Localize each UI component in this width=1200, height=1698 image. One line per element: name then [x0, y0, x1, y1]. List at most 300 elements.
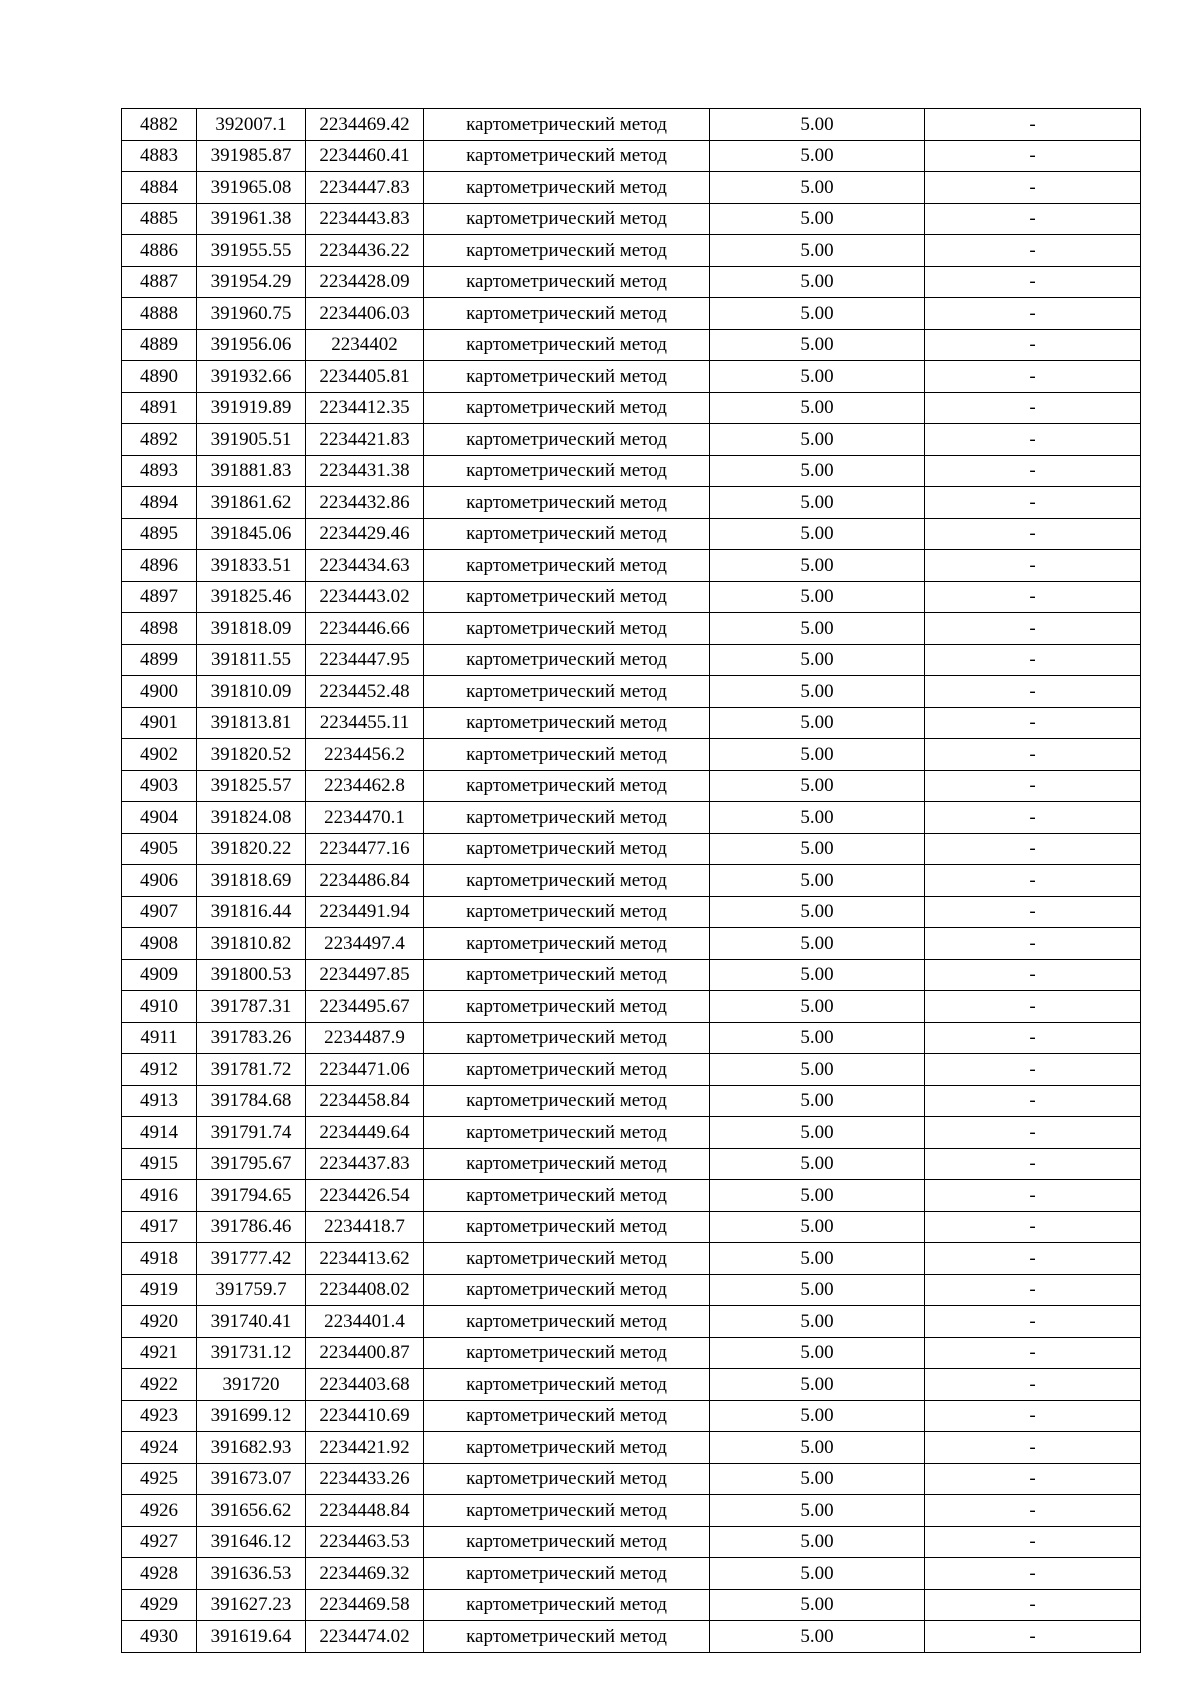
y-coordinate-cell: 2234426.54 [306, 1180, 424, 1212]
y-coordinate-cell: 2234486.84 [306, 865, 424, 897]
method-cell: картометрический метод [424, 1306, 710, 1338]
method-cell: картометрический метод [424, 1621, 710, 1653]
description-cell: - [925, 329, 1141, 361]
accuracy-cell: 5.00 [710, 802, 925, 834]
coordinates-table [121, 108, 1141, 1653]
method-cell: картометрический метод [424, 676, 710, 708]
point-number-cell: 4925 [122, 1463, 197, 1495]
x-coordinate-cell: 391824.08 [197, 802, 306, 834]
x-coordinate-cell: 391759.7 [197, 1274, 306, 1306]
point-number-cell: 4908 [122, 928, 197, 960]
method-cell: картометрический метод [424, 392, 710, 424]
x-coordinate-cell: 391818.09 [197, 613, 306, 645]
accuracy-cell: 5.00 [710, 770, 925, 802]
accuracy-cell: 5.00 [710, 833, 925, 865]
description-cell: - [925, 235, 1141, 267]
accuracy-cell: 5.00 [710, 1148, 925, 1180]
description-cell: - [925, 424, 1141, 456]
x-coordinate-cell: 391818.69 [197, 865, 306, 897]
point-number-cell: 4900 [122, 676, 197, 708]
table-row [122, 581, 1141, 613]
table-row [122, 1148, 1141, 1180]
point-number-cell: 4891 [122, 392, 197, 424]
accuracy-cell: 5.00 [710, 1621, 925, 1653]
description-cell: - [925, 455, 1141, 487]
description-cell: - [925, 1526, 1141, 1558]
description-cell: - [925, 928, 1141, 960]
x-coordinate-cell: 391786.46 [197, 1211, 306, 1243]
table-row [122, 644, 1141, 676]
table-row [122, 455, 1141, 487]
description-cell: - [925, 613, 1141, 645]
table-row [122, 487, 1141, 519]
accuracy-cell: 5.00 [710, 707, 925, 739]
x-coordinate-cell: 391777.42 [197, 1243, 306, 1275]
point-number-cell: 4882 [122, 109, 197, 141]
y-coordinate-cell: 2234402 [306, 329, 424, 361]
y-coordinate-cell: 2234463.53 [306, 1526, 424, 1558]
method-cell: картометрический метод [424, 329, 710, 361]
x-coordinate-cell: 391682.93 [197, 1432, 306, 1464]
method-cell: картометрический метод [424, 424, 710, 456]
y-coordinate-cell: 2234428.09 [306, 266, 424, 298]
x-coordinate-cell: 391965.08 [197, 172, 306, 204]
description-cell: - [925, 1022, 1141, 1054]
table-row [122, 550, 1141, 582]
description-cell: - [925, 203, 1141, 235]
y-coordinate-cell: 2234421.83 [306, 424, 424, 456]
description-cell: - [925, 802, 1141, 834]
table-row [122, 109, 1141, 141]
x-coordinate-cell: 391791.74 [197, 1117, 306, 1149]
accuracy-cell: 5.00 [710, 1243, 925, 1275]
description-cell: - [925, 865, 1141, 897]
description-cell: - [925, 644, 1141, 676]
table-row [122, 1117, 1141, 1149]
method-cell: картометрический метод [424, 644, 710, 676]
x-coordinate-cell: 392007.1 [197, 109, 306, 141]
method-cell: картометрический метод [424, 865, 710, 897]
method-cell: картометрический метод [424, 1369, 710, 1401]
table-row [122, 770, 1141, 802]
table-row [122, 1306, 1141, 1338]
point-number-cell: 4896 [122, 550, 197, 582]
description-cell: - [925, 581, 1141, 613]
method-cell: картометрический метод [424, 1022, 710, 1054]
table-row [122, 1400, 1141, 1432]
method-cell: картометрический метод [424, 581, 710, 613]
table-row [122, 707, 1141, 739]
x-coordinate-cell: 391673.07 [197, 1463, 306, 1495]
accuracy-cell: 5.00 [710, 424, 925, 456]
x-coordinate-cell: 391960.75 [197, 298, 306, 330]
x-coordinate-cell: 391861.62 [197, 487, 306, 519]
y-coordinate-cell: 2234429.46 [306, 518, 424, 550]
point-number-cell: 4920 [122, 1306, 197, 1338]
accuracy-cell: 5.00 [710, 1463, 925, 1495]
accuracy-cell: 5.00 [710, 1054, 925, 1086]
table-row [122, 1211, 1141, 1243]
y-coordinate-cell: 2234456.2 [306, 739, 424, 771]
method-cell: картометрический метод [424, 109, 710, 141]
method-cell: картометрический метод [424, 959, 710, 991]
method-cell: картометрический метод [424, 235, 710, 267]
method-cell: картометрический метод [424, 707, 710, 739]
table-row [122, 1180, 1141, 1212]
description-cell: - [925, 361, 1141, 393]
y-coordinate-cell: 2234412.35 [306, 392, 424, 424]
point-number-cell: 4930 [122, 1621, 197, 1653]
x-coordinate-cell: 391919.89 [197, 392, 306, 424]
point-number-cell: 4921 [122, 1337, 197, 1369]
y-coordinate-cell: 2234469.58 [306, 1589, 424, 1621]
point-number-cell: 4929 [122, 1589, 197, 1621]
y-coordinate-cell: 2234469.32 [306, 1558, 424, 1590]
method-cell: картометрический метод [424, 1526, 710, 1558]
y-coordinate-cell: 2234403.68 [306, 1369, 424, 1401]
x-coordinate-cell: 391955.55 [197, 235, 306, 267]
method-cell: картометрический метод [424, 203, 710, 235]
y-coordinate-cell: 2234446.66 [306, 613, 424, 645]
point-number-cell: 4898 [122, 613, 197, 645]
accuracy-cell: 5.00 [710, 518, 925, 550]
point-number-cell: 4889 [122, 329, 197, 361]
y-coordinate-cell: 2234497.4 [306, 928, 424, 960]
accuracy-cell: 5.00 [710, 487, 925, 519]
y-coordinate-cell: 2234431.38 [306, 455, 424, 487]
point-number-cell: 4926 [122, 1495, 197, 1527]
x-coordinate-cell: 391794.65 [197, 1180, 306, 1212]
table-row [122, 1022, 1141, 1054]
point-number-cell: 4915 [122, 1148, 197, 1180]
point-number-cell: 4887 [122, 266, 197, 298]
x-coordinate-cell: 391833.51 [197, 550, 306, 582]
point-number-cell: 4912 [122, 1054, 197, 1086]
y-coordinate-cell: 2234421.92 [306, 1432, 424, 1464]
x-coordinate-cell: 391784.68 [197, 1085, 306, 1117]
description-cell: - [925, 1621, 1141, 1653]
description-cell: - [925, 707, 1141, 739]
description-cell: - [925, 1558, 1141, 1590]
accuracy-cell: 5.00 [710, 676, 925, 708]
table-row [122, 991, 1141, 1023]
x-coordinate-cell: 391787.31 [197, 991, 306, 1023]
table-row [122, 266, 1141, 298]
description-cell: - [925, 1085, 1141, 1117]
table-row [122, 1243, 1141, 1275]
method-cell: картометрический метод [424, 1558, 710, 1590]
y-coordinate-cell: 2234447.83 [306, 172, 424, 204]
accuracy-cell: 5.00 [710, 1306, 925, 1338]
method-cell: картометрический метод [424, 1211, 710, 1243]
description-cell: - [925, 1432, 1141, 1464]
point-number-cell: 4883 [122, 140, 197, 172]
table-row [122, 739, 1141, 771]
method-cell: картометрический метод [424, 266, 710, 298]
x-coordinate-cell: 391731.12 [197, 1337, 306, 1369]
y-coordinate-cell: 2234432.86 [306, 487, 424, 519]
point-number-cell: 4916 [122, 1180, 197, 1212]
y-coordinate-cell: 2234400.87 [306, 1337, 424, 1369]
accuracy-cell: 5.00 [710, 1526, 925, 1558]
description-cell: - [925, 392, 1141, 424]
y-coordinate-cell: 2234452.48 [306, 676, 424, 708]
x-coordinate-cell: 391619.64 [197, 1621, 306, 1653]
table-row [122, 1337, 1141, 1369]
description-cell: - [925, 991, 1141, 1023]
accuracy-cell: 5.00 [710, 1211, 925, 1243]
point-number-cell: 4913 [122, 1085, 197, 1117]
x-coordinate-cell: 391905.51 [197, 424, 306, 456]
accuracy-cell: 5.00 [710, 613, 925, 645]
y-coordinate-cell: 2234418.7 [306, 1211, 424, 1243]
x-coordinate-cell: 391810.82 [197, 928, 306, 960]
y-coordinate-cell: 2234495.67 [306, 991, 424, 1023]
y-coordinate-cell: 2234487.9 [306, 1022, 424, 1054]
description-cell: - [925, 770, 1141, 802]
point-number-cell: 4895 [122, 518, 197, 550]
method-cell: картометрический метод [424, 1243, 710, 1275]
accuracy-cell: 5.00 [710, 1432, 925, 1464]
accuracy-cell: 5.00 [710, 109, 925, 141]
method-cell: картометрический метод [424, 518, 710, 550]
x-coordinate-cell: 391954.29 [197, 266, 306, 298]
table-row [122, 1589, 1141, 1621]
accuracy-cell: 5.00 [710, 581, 925, 613]
accuracy-cell: 5.00 [710, 329, 925, 361]
table-row [122, 140, 1141, 172]
description-cell: - [925, 676, 1141, 708]
y-coordinate-cell: 2234448.84 [306, 1495, 424, 1527]
y-coordinate-cell: 2234460.41 [306, 140, 424, 172]
x-coordinate-cell: 391781.72 [197, 1054, 306, 1086]
description-cell: - [925, 1495, 1141, 1527]
point-number-cell: 4903 [122, 770, 197, 802]
description-cell: - [925, 1306, 1141, 1338]
accuracy-cell: 5.00 [710, 865, 925, 897]
point-number-cell: 4906 [122, 865, 197, 897]
y-coordinate-cell: 2234462.8 [306, 770, 424, 802]
table-row [122, 1432, 1141, 1464]
point-number-cell: 4924 [122, 1432, 197, 1464]
table-row [122, 676, 1141, 708]
table-row [122, 1054, 1141, 1086]
y-coordinate-cell: 2234406.03 [306, 298, 424, 330]
method-cell: картометрический метод [424, 1180, 710, 1212]
accuracy-cell: 5.00 [710, 1589, 925, 1621]
accuracy-cell: 5.00 [710, 1495, 925, 1527]
method-cell: картометрический метод [424, 1463, 710, 1495]
point-number-cell: 4905 [122, 833, 197, 865]
method-cell: картометрический метод [424, 550, 710, 582]
y-coordinate-cell: 2234455.11 [306, 707, 424, 739]
description-cell: - [925, 1463, 1141, 1495]
accuracy-cell: 5.00 [710, 455, 925, 487]
x-coordinate-cell: 391985.87 [197, 140, 306, 172]
accuracy-cell: 5.00 [710, 1085, 925, 1117]
description-cell: - [925, 109, 1141, 141]
description-cell: - [925, 1337, 1141, 1369]
y-coordinate-cell: 2234469.42 [306, 109, 424, 141]
point-number-cell: 4901 [122, 707, 197, 739]
method-cell: картометрический метод [424, 739, 710, 771]
x-coordinate-cell: 391810.09 [197, 676, 306, 708]
method-cell: картометрический метод [424, 1117, 710, 1149]
x-coordinate-cell: 391720 [197, 1369, 306, 1401]
description-cell: - [925, 1180, 1141, 1212]
point-number-cell: 4892 [122, 424, 197, 456]
method-cell: картометрический метод [424, 1432, 710, 1464]
table-row [122, 959, 1141, 991]
table-row [122, 865, 1141, 897]
point-number-cell: 4899 [122, 644, 197, 676]
method-cell: картометрический метод [424, 833, 710, 865]
x-coordinate-cell: 391825.57 [197, 770, 306, 802]
point-number-cell: 4910 [122, 991, 197, 1023]
y-coordinate-cell: 2234491.94 [306, 896, 424, 928]
accuracy-cell: 5.00 [710, 896, 925, 928]
accuracy-cell: 5.00 [710, 1558, 925, 1590]
table-row [122, 613, 1141, 645]
accuracy-cell: 5.00 [710, 266, 925, 298]
method-cell: картометрический метод [424, 770, 710, 802]
method-cell: картометрический метод [424, 455, 710, 487]
y-coordinate-cell: 2234474.02 [306, 1621, 424, 1653]
accuracy-cell: 5.00 [710, 739, 925, 771]
table-row [122, 392, 1141, 424]
x-coordinate-cell: 391656.62 [197, 1495, 306, 1527]
x-coordinate-cell: 391845.06 [197, 518, 306, 550]
table-row [122, 1621, 1141, 1653]
y-coordinate-cell: 2234443.83 [306, 203, 424, 235]
description-cell: - [925, 1369, 1141, 1401]
x-coordinate-cell: 391813.81 [197, 707, 306, 739]
accuracy-cell: 5.00 [710, 298, 925, 330]
accuracy-cell: 5.00 [710, 959, 925, 991]
accuracy-cell: 5.00 [710, 392, 925, 424]
y-coordinate-cell: 2234470.1 [306, 802, 424, 834]
method-cell: картометрический метод [424, 613, 710, 645]
point-number-cell: 4902 [122, 739, 197, 771]
accuracy-cell: 5.00 [710, 361, 925, 393]
point-number-cell: 4893 [122, 455, 197, 487]
method-cell: картометрический метод [424, 928, 710, 960]
table-row [122, 833, 1141, 865]
x-coordinate-cell: 391825.46 [197, 581, 306, 613]
point-number-cell: 4911 [122, 1022, 197, 1054]
accuracy-cell: 5.00 [710, 1369, 925, 1401]
y-coordinate-cell: 2234443.02 [306, 581, 424, 613]
table-row [122, 361, 1141, 393]
method-cell: картометрический метод [424, 487, 710, 519]
accuracy-cell: 5.00 [710, 1117, 925, 1149]
x-coordinate-cell: 391627.23 [197, 1589, 306, 1621]
description-cell: - [925, 1117, 1141, 1149]
point-number-cell: 4919 [122, 1274, 197, 1306]
description-cell: - [925, 140, 1141, 172]
table-row [122, 518, 1141, 550]
table-row [122, 928, 1141, 960]
y-coordinate-cell: 2234410.69 [306, 1400, 424, 1432]
table-row [122, 1558, 1141, 1590]
table-row [122, 1369, 1141, 1401]
y-coordinate-cell: 2234458.84 [306, 1085, 424, 1117]
method-cell: картометрический метод [424, 298, 710, 330]
point-number-cell: 4885 [122, 203, 197, 235]
point-number-cell: 4884 [122, 172, 197, 204]
y-coordinate-cell: 2234433.26 [306, 1463, 424, 1495]
x-coordinate-cell: 391646.12 [197, 1526, 306, 1558]
point-number-cell: 4904 [122, 802, 197, 834]
description-cell: - [925, 959, 1141, 991]
table-row [122, 424, 1141, 456]
y-coordinate-cell: 2234477.16 [306, 833, 424, 865]
method-cell: картометрический метод [424, 172, 710, 204]
y-coordinate-cell: 2234436.22 [306, 235, 424, 267]
accuracy-cell: 5.00 [710, 235, 925, 267]
accuracy-cell: 5.00 [710, 203, 925, 235]
table-row [122, 172, 1141, 204]
method-cell: картометрический метод [424, 1054, 710, 1086]
method-cell: картометрический метод [424, 1337, 710, 1369]
x-coordinate-cell: 391932.66 [197, 361, 306, 393]
description-cell: - [925, 266, 1141, 298]
point-number-cell: 4907 [122, 896, 197, 928]
method-cell: картометрический метод [424, 1274, 710, 1306]
point-number-cell: 4890 [122, 361, 197, 393]
table-row [122, 1463, 1141, 1495]
x-coordinate-cell: 391816.44 [197, 896, 306, 928]
method-cell: картометрический метод [424, 1148, 710, 1180]
accuracy-cell: 5.00 [710, 991, 925, 1023]
description-cell: - [925, 1148, 1141, 1180]
description-cell: - [925, 172, 1141, 204]
table-row [122, 802, 1141, 834]
accuracy-cell: 5.00 [710, 1180, 925, 1212]
x-coordinate-cell: 391811.55 [197, 644, 306, 676]
accuracy-cell: 5.00 [710, 172, 925, 204]
description-cell: - [925, 1243, 1141, 1275]
table-row [122, 896, 1141, 928]
accuracy-cell: 5.00 [710, 1337, 925, 1369]
y-coordinate-cell: 2234437.83 [306, 1148, 424, 1180]
accuracy-cell: 5.00 [710, 1274, 925, 1306]
point-number-cell: 4922 [122, 1369, 197, 1401]
description-cell: - [925, 1589, 1141, 1621]
y-coordinate-cell: 2234401.4 [306, 1306, 424, 1338]
point-number-cell: 4928 [122, 1558, 197, 1590]
x-coordinate-cell: 391740.41 [197, 1306, 306, 1338]
method-cell: картометрический метод [424, 1495, 710, 1527]
y-coordinate-cell: 2234497.85 [306, 959, 424, 991]
point-number-cell: 4909 [122, 959, 197, 991]
description-cell: - [925, 1054, 1141, 1086]
description-cell: - [925, 1274, 1141, 1306]
method-cell: картометрический метод [424, 991, 710, 1023]
y-coordinate-cell: 2234408.02 [306, 1274, 424, 1306]
y-coordinate-cell: 2234471.06 [306, 1054, 424, 1086]
table-row [122, 1526, 1141, 1558]
description-cell: - [925, 739, 1141, 771]
x-coordinate-cell: 391800.53 [197, 959, 306, 991]
point-number-cell: 4923 [122, 1400, 197, 1432]
point-number-cell: 4897 [122, 581, 197, 613]
y-coordinate-cell: 2234405.81 [306, 361, 424, 393]
accuracy-cell: 5.00 [710, 550, 925, 582]
x-coordinate-cell: 391699.12 [197, 1400, 306, 1432]
point-number-cell: 4894 [122, 487, 197, 519]
x-coordinate-cell: 391820.52 [197, 739, 306, 771]
